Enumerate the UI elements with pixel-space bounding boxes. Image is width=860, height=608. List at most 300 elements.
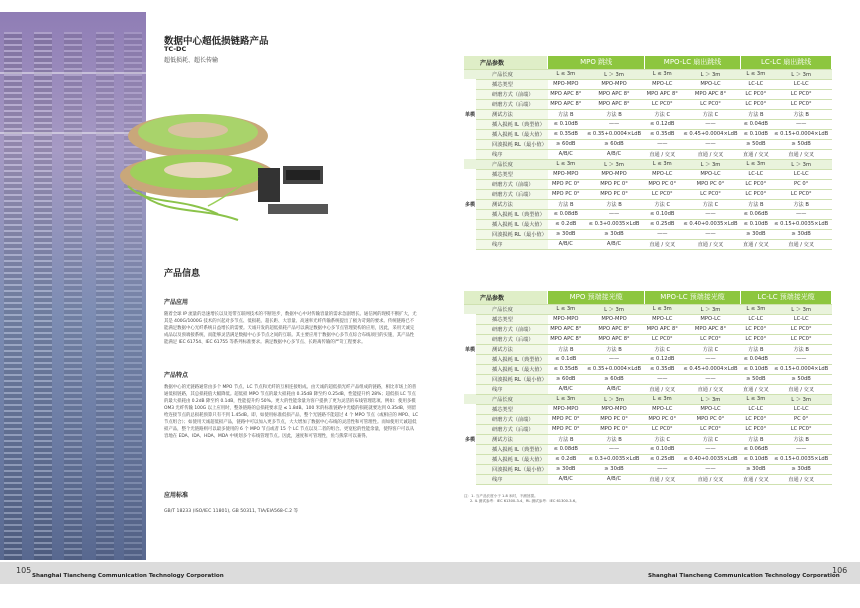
table-cell: 方法 B bbox=[741, 344, 771, 354]
table-cell: MPO PC 0° bbox=[680, 179, 741, 189]
table-cell: 方法 B bbox=[548, 434, 584, 444]
table-cell: ≤ 0.12dB bbox=[644, 354, 680, 364]
group-cell bbox=[464, 129, 476, 139]
col-header: LC-LC 预端接光缆 bbox=[741, 291, 832, 304]
row-label: 回波损耗 RL（最小值） bbox=[476, 139, 548, 149]
table-row bbox=[464, 199, 832, 209]
table-cell: ≤ 0.15+0.0004×LdB bbox=[771, 364, 832, 374]
table-cell: 方法 B bbox=[548, 109, 584, 119]
row-label: 研磨方式（前端） bbox=[476, 179, 548, 189]
table-cell: ≥ 50dB bbox=[771, 139, 832, 149]
table-cell: ≤ 0.10dB bbox=[644, 209, 680, 219]
table-cell: —— bbox=[680, 209, 741, 219]
row-label: 回波损耗 RL（最小值） bbox=[476, 229, 548, 239]
table-cell: 方法 B bbox=[741, 434, 771, 444]
table-cell: ≥ 60dB bbox=[548, 374, 584, 384]
table-row bbox=[464, 374, 832, 384]
table-row bbox=[464, 229, 832, 239]
col-header: MPO 跳线 bbox=[548, 56, 644, 69]
table-cell: MPO-LC bbox=[644, 169, 680, 179]
row-label: 插入损耗 IL（最大值） bbox=[476, 219, 548, 229]
table-cell: LC PC0° bbox=[741, 189, 771, 199]
footnotes bbox=[464, 494, 579, 504]
table-cell: ≤ 0.10dB bbox=[741, 454, 771, 464]
product-code: TC-DC bbox=[164, 45, 187, 53]
table-cell: ≤ 0.3+0.0035×LdB bbox=[584, 454, 645, 464]
table-cell: MPO-MPO bbox=[584, 314, 645, 324]
row-label: 测试方法 bbox=[476, 434, 548, 444]
table-cell: LC PC0° bbox=[644, 424, 680, 434]
group-cell bbox=[464, 69, 476, 79]
table-cell: L ≤ 3m bbox=[548, 159, 584, 169]
table-cell: 方法 B bbox=[741, 199, 771, 209]
table-cell: ≤ 0.1dB bbox=[548, 354, 584, 364]
table-cell: ≤ 0.15+0.0035×LdB bbox=[771, 219, 832, 229]
table-cell: ≤ 0.12dB bbox=[644, 119, 680, 129]
apps-text: 随着全球 IP 流量的急速增长以及宽带互联网技术的不断进步，数据中心中对传输容量的需求急剧增长。通信网的现模不断扩大，尤其是 400G/1000G 技术的兴起对多节点、低损耗、超长距、大容量、高速率光纤传输系统提出了极为苛刻的要求。传统链路已不能满足数据中心光纤系统日益增长的需要。天诚开发的超低损耗产品可以满足数据中心多节点管理架构的应用，因此，采用天诚完成品以及预端接系统，而能够灵活满足数据中心多节点之间的互联。其主要应用于数据中心多节点综合布线项目的实施，其产品性能满足 IEC 61754、IEC 61755 等系列标准要求。满足数据中心多节点、长距离传输的严苛工程要求。 bbox=[164, 312, 417, 345]
table-row bbox=[464, 169, 832, 179]
table-cell: LC PC0° bbox=[680, 334, 741, 344]
table-row bbox=[464, 454, 832, 464]
table-cell: —— bbox=[644, 464, 680, 474]
table-cell: ≤ 0.35dB bbox=[548, 364, 584, 374]
group-cell bbox=[464, 159, 476, 169]
table-cell: L ≤ 3m bbox=[644, 394, 680, 404]
table-cell: 方法 B bbox=[584, 434, 645, 444]
group-cell bbox=[464, 384, 476, 394]
table-cell: L ≤ 3m bbox=[548, 304, 584, 314]
table-cell: L ≤ 3m bbox=[741, 304, 771, 314]
table-row bbox=[464, 404, 832, 414]
table-cell: LC-LC bbox=[771, 79, 832, 89]
table-cell: L ＞ 3m bbox=[771, 159, 832, 169]
table-cell: LC PC0° bbox=[771, 424, 832, 434]
group-cell bbox=[464, 304, 476, 314]
group-label: 单模 bbox=[464, 344, 476, 354]
table-cell: ≤ 0.40+0.0035×LdB bbox=[680, 454, 741, 464]
table-cell: ≤ 0.15+0.0035×LdB bbox=[771, 454, 832, 464]
table-cell: 方法 C bbox=[680, 199, 741, 209]
table-cell: MPO-LC bbox=[644, 404, 680, 414]
group-cell bbox=[464, 324, 476, 334]
row-label: 研磨方式（后端） bbox=[476, 189, 548, 199]
table-cell: —— bbox=[584, 354, 645, 364]
table-cell: 直通 / 交叉 bbox=[741, 239, 771, 249]
table-cell: —— bbox=[680, 354, 741, 364]
table-cell: MPO APC 8° bbox=[548, 334, 584, 344]
table-cell: LC-LC bbox=[741, 314, 771, 324]
table-cell: A/B/C bbox=[548, 149, 584, 159]
table-row bbox=[464, 209, 832, 219]
table-cell: L ≤ 3m bbox=[644, 69, 680, 79]
group-cell bbox=[464, 149, 476, 159]
table-cell: ≤ 0.35dB bbox=[644, 129, 680, 139]
group-cell bbox=[464, 454, 476, 464]
table-cell: MPO PC 0° bbox=[584, 189, 645, 199]
table-row bbox=[464, 89, 832, 99]
table-cell: MPO APC 8° bbox=[680, 89, 741, 99]
table-cell: LC PC0° bbox=[680, 189, 741, 199]
table-cell: ≤ 0.2dB bbox=[548, 219, 584, 229]
table-cell: MPO-MPO bbox=[548, 169, 584, 179]
table-cell: MPO PC 0° bbox=[548, 414, 584, 424]
row-label: 回波损耗 RL（最小值） bbox=[476, 464, 548, 474]
table-cell: MPO PC 0° bbox=[584, 179, 645, 189]
table-cell: ≥ 30dB bbox=[741, 229, 771, 239]
table-row bbox=[464, 354, 832, 364]
group-cell bbox=[464, 354, 476, 364]
table-cell: ≥ 60dB bbox=[548, 139, 584, 149]
table-cell: —— bbox=[644, 374, 680, 384]
table-cell: ≤ 0.25dB bbox=[644, 219, 680, 229]
table-cell: 方法 C bbox=[680, 434, 741, 444]
table-cell: L ≤ 3m bbox=[741, 394, 771, 404]
row-label: 研磨方式（后端） bbox=[476, 334, 548, 344]
col-header: MPO 预端接光缆 bbox=[548, 291, 644, 304]
product-tagline: 超低损耗、超长传输 bbox=[164, 57, 219, 64]
table-cell: MPO APC 8° bbox=[584, 324, 645, 334]
table-cell: ≤ 0.2dB bbox=[548, 454, 584, 464]
table-cell: MPO APC 8° bbox=[644, 324, 680, 334]
table-cell: 方法 B bbox=[584, 344, 645, 354]
table-row bbox=[464, 159, 832, 169]
table-cell: LC PC0° bbox=[680, 99, 741, 109]
group-cell bbox=[464, 119, 476, 129]
table-cell: LC PC0° bbox=[644, 189, 680, 199]
row-label: 测试方法 bbox=[476, 109, 548, 119]
table-cell: —— bbox=[771, 209, 832, 219]
row-label: 产品长度 bbox=[476, 159, 548, 169]
row-label: 产品长度 bbox=[476, 304, 548, 314]
table-row bbox=[464, 434, 832, 444]
table-cell: 方法 C bbox=[680, 344, 741, 354]
right-page-number: 106 bbox=[832, 566, 848, 575]
table-row bbox=[464, 384, 832, 394]
table-cell: ≤ 0.04dB bbox=[741, 354, 771, 364]
table-cell: ≥ 30dB bbox=[741, 464, 771, 474]
group-cell bbox=[464, 79, 476, 89]
table-cell: A/B/C bbox=[548, 474, 584, 484]
row-label: 插芯类型 bbox=[476, 169, 548, 179]
table-cell: MPO APC 8° bbox=[548, 324, 584, 334]
table-row bbox=[464, 219, 832, 229]
group-cell bbox=[464, 364, 476, 374]
table-cell: LC PC0° bbox=[741, 99, 771, 109]
table-cell: —— bbox=[680, 374, 741, 384]
table-cell: MPO-LC bbox=[680, 169, 741, 179]
row-label: 线序 bbox=[476, 149, 548, 159]
table-cell: MPO PC 0° bbox=[680, 414, 741, 424]
table-cell: 直通 / 交叉 bbox=[741, 384, 771, 394]
table-cell: ≥ 50dB bbox=[741, 139, 771, 149]
table-cell: MPO-MPO bbox=[584, 404, 645, 414]
table-cell: 直通 / 交叉 bbox=[771, 149, 832, 159]
table-row bbox=[464, 189, 832, 199]
table-cell: ≥ 50dB bbox=[771, 374, 832, 384]
info-heading: 产品信息 bbox=[164, 269, 201, 279]
table-cell: LC PC0° bbox=[771, 324, 832, 334]
table-cell: L ≤ 3m bbox=[548, 69, 584, 79]
table-cell: —— bbox=[680, 444, 741, 454]
left-corp-name: Shanghai Tiancheng Communication Technology Corporation bbox=[32, 573, 224, 579]
col-header: MPO-LC 预端接光缆 bbox=[644, 291, 740, 304]
table-cell: MPO APC 8° bbox=[548, 89, 584, 99]
table-cell: ≥ 60dB bbox=[584, 374, 645, 384]
table-cell: 直通 / 交叉 bbox=[771, 384, 832, 394]
table-cell: MPO-MPO bbox=[548, 404, 584, 414]
table-cell: 方法 C bbox=[644, 199, 680, 209]
table-cell: ≤ 0.06dB bbox=[741, 209, 771, 219]
table-cell: 方法 B bbox=[584, 199, 645, 209]
table-cell: MPO-MPO bbox=[548, 314, 584, 324]
table-cell: L ≤ 3m bbox=[548, 394, 584, 404]
page-title: 数据中心超低损链路产品 bbox=[164, 36, 269, 47]
table-cell: —— bbox=[584, 444, 645, 454]
table-row bbox=[464, 239, 832, 249]
row-label: 研磨方式（前端） bbox=[476, 89, 548, 99]
table-cell: LC PC0° bbox=[741, 424, 771, 434]
group-cell bbox=[464, 404, 476, 414]
group-cell bbox=[464, 239, 476, 249]
table-cell: 方法 B bbox=[548, 344, 584, 354]
table-cell: —— bbox=[584, 209, 645, 219]
group-cell bbox=[464, 444, 476, 454]
table-cell: LC PC0° bbox=[741, 334, 771, 344]
group-cell bbox=[464, 169, 476, 179]
table-cell: L ＞ 3m bbox=[771, 69, 832, 79]
apps-heading: 产品应用 bbox=[164, 299, 189, 306]
table-cell: 方法 C bbox=[680, 109, 741, 119]
standards-text: GB/T 18233 (ISO/IEC 11801), GB 50311, TIA/EIA568-C.2 等 bbox=[164, 509, 299, 514]
table-cell: MPO-MPO bbox=[584, 169, 645, 179]
row-label: 插入损耗 IL（最大值） bbox=[476, 364, 548, 374]
table-row bbox=[464, 69, 832, 79]
table-row bbox=[464, 109, 832, 119]
row-label: 研磨方式（前端） bbox=[476, 324, 548, 334]
table-cell: MPO PC 0° bbox=[548, 179, 584, 189]
table-cell: ≤ 0.35dB bbox=[548, 129, 584, 139]
table-cell: ≤ 0.10dB bbox=[741, 129, 771, 139]
table-cell: ≤ 0.15+0.0004×LdB bbox=[771, 129, 832, 139]
table-cell: MPO APC 8° bbox=[548, 99, 584, 109]
table-cell: ≥ 30dB bbox=[548, 229, 584, 239]
group-cell bbox=[464, 179, 476, 189]
table-cell: L ≤ 3m bbox=[644, 304, 680, 314]
table-cell: 方法 C bbox=[644, 434, 680, 444]
table-cell: MPO APC 8° bbox=[680, 324, 741, 334]
table-cell: LC-LC bbox=[771, 169, 832, 179]
table-cell: MPO PC 0° bbox=[644, 179, 680, 189]
param-header: 产品参数 bbox=[464, 291, 548, 304]
table-cell: MPO PC 0° bbox=[584, 414, 645, 424]
table-cell: MPO PC 0° bbox=[584, 424, 645, 434]
footnote-line: 注：1. 当产品长度小于 1.8 米时，不测回损。 bbox=[464, 494, 538, 498]
datacenter-photo bbox=[0, 12, 146, 560]
table-cell: —— bbox=[680, 464, 741, 474]
table-cell: L ≤ 3m bbox=[644, 159, 680, 169]
table-cell: A/B/C bbox=[548, 384, 584, 394]
table-row bbox=[464, 304, 832, 314]
table-cell: 直通 / 交叉 bbox=[644, 239, 680, 249]
table-cell: —— bbox=[644, 229, 680, 239]
table-row bbox=[464, 79, 832, 89]
table-cell: L ＞ 3m bbox=[680, 69, 741, 79]
table-cell: ≤ 0.3+0.0035×LdB bbox=[584, 219, 645, 229]
table-cell: 直通 / 交叉 bbox=[680, 474, 741, 484]
table-row bbox=[464, 99, 832, 109]
table-cell: —— bbox=[680, 139, 741, 149]
row-label: 插芯类型 bbox=[476, 404, 548, 414]
table-cell: 直通 / 交叉 bbox=[771, 474, 832, 484]
table-cell: A/B/C bbox=[584, 239, 645, 249]
table-cell: L ＞ 3m bbox=[771, 304, 832, 314]
table-cell: —— bbox=[771, 354, 832, 364]
row-label: 线序 bbox=[476, 239, 548, 249]
table-cell: MPO APC 8° bbox=[584, 334, 645, 344]
table-cell: LC PC0° bbox=[644, 99, 680, 109]
table-cell: LC PC0° bbox=[771, 189, 832, 199]
table-cell: L ≤ 3m bbox=[741, 159, 771, 169]
row-label: 插入损耗 IL（典型值） bbox=[476, 444, 548, 454]
table-row bbox=[464, 464, 832, 474]
row-label: 产品长度 bbox=[476, 394, 548, 404]
row-label: 插入损耗 IL（典型值） bbox=[476, 354, 548, 364]
row-label: 线序 bbox=[476, 384, 548, 394]
table-cell: PC 0° bbox=[771, 179, 832, 189]
table-cell: ≥ 30dB bbox=[584, 229, 645, 239]
table-row bbox=[464, 179, 832, 189]
table-cell: 方法 B bbox=[771, 434, 832, 444]
table-cell: PC 0° bbox=[771, 414, 832, 424]
table-cell: ≥ 30dB bbox=[771, 229, 832, 239]
table-cell: LC-LC bbox=[741, 169, 771, 179]
table-cell: MPO-LC bbox=[680, 79, 741, 89]
table-cell: MPO PC 0° bbox=[548, 424, 584, 434]
features-heading: 产品特点 bbox=[164, 372, 189, 379]
table-cell: MPO-LC bbox=[680, 314, 741, 324]
table-cell: MPO-LC bbox=[680, 404, 741, 414]
table-row bbox=[464, 344, 832, 354]
table-cell: ≤ 0.35dB bbox=[644, 364, 680, 374]
group-label: 多模 bbox=[464, 199, 476, 209]
group-cell bbox=[464, 189, 476, 199]
table-cell: 直通 / 交叉 bbox=[644, 149, 680, 159]
table-cell: LC PC0° bbox=[741, 324, 771, 334]
col-header: MPO-LC 扇出跳线 bbox=[644, 56, 740, 69]
row-label: 研磨方式（前端） bbox=[476, 414, 548, 424]
row-label: 插入损耗 IL（典型值） bbox=[476, 119, 548, 129]
table-cell: 直通 / 交叉 bbox=[680, 384, 741, 394]
table-row bbox=[464, 424, 832, 434]
row-label: 插入损耗 IL（典型值） bbox=[476, 209, 548, 219]
table-cell: —— bbox=[680, 229, 741, 239]
table-cell: LC-LC bbox=[741, 404, 771, 414]
table-cell: ≤ 0.45+0.0004×LdB bbox=[680, 364, 741, 374]
table-cell: ≤ 0.10dB bbox=[741, 364, 771, 374]
group-cell bbox=[464, 229, 476, 239]
table-cell: MPO PC 0° bbox=[644, 414, 680, 424]
table-cell: L ＞ 3m bbox=[680, 159, 741, 169]
table-cell: LC-LC bbox=[771, 404, 832, 414]
row-label: 测试方法 bbox=[476, 199, 548, 209]
group-cell bbox=[464, 474, 476, 484]
table-cell: LC PC0° bbox=[741, 414, 771, 424]
group-cell bbox=[464, 219, 476, 229]
group-cell bbox=[464, 394, 476, 404]
group-cell bbox=[464, 414, 476, 424]
group-cell bbox=[464, 374, 476, 384]
table-row bbox=[464, 364, 832, 374]
table-cell: 方法 B bbox=[584, 109, 645, 119]
preterminated-cable-table bbox=[464, 291, 832, 485]
group-label: 单模 bbox=[464, 109, 476, 119]
table-cell: 直通 / 交叉 bbox=[644, 474, 680, 484]
table-cell: L ＞ 3m bbox=[680, 304, 741, 314]
table-row bbox=[464, 474, 832, 484]
table-cell: LC-LC bbox=[741, 79, 771, 89]
table-cell: LC-LC bbox=[771, 314, 832, 324]
left-page-number: 105 bbox=[16, 566, 32, 575]
row-label: 研磨方式（后端） bbox=[476, 424, 548, 434]
table-cell: 方法 B bbox=[771, 344, 832, 354]
table-cell: ≥ 30dB bbox=[771, 464, 832, 474]
table-cell: L ＞ 3m bbox=[584, 159, 645, 169]
table-row bbox=[464, 334, 832, 344]
table-cell: ≥ 30dB bbox=[548, 464, 584, 474]
row-label: 产品长度 bbox=[476, 69, 548, 79]
table-cell: LC PC0° bbox=[680, 424, 741, 434]
table-cell: ≥ 30dB bbox=[584, 464, 645, 474]
table-cell: L ＞ 3m bbox=[584, 394, 645, 404]
table-cell: 方法 B bbox=[741, 109, 771, 119]
table-cell: 直通 / 交叉 bbox=[771, 239, 832, 249]
group-cell bbox=[464, 464, 476, 474]
table-row bbox=[464, 139, 832, 149]
table-cell: ≥ 60dB bbox=[584, 139, 645, 149]
table-cell: A/B/C bbox=[584, 384, 645, 394]
table-cell: 直通 / 交叉 bbox=[741, 149, 771, 159]
table-cell: MPO PC 0° bbox=[548, 189, 584, 199]
table-cell: MPO-MPO bbox=[584, 79, 645, 89]
table-cell: LC PC0° bbox=[644, 334, 680, 344]
row-label: 研磨方式（后端） bbox=[476, 99, 548, 109]
table-cell: LC PC0° bbox=[771, 334, 832, 344]
row-label: 回波损耗 RL（最小值） bbox=[476, 374, 548, 384]
table-cell: LC PC0° bbox=[771, 99, 832, 109]
table-cell: A/B/C bbox=[584, 149, 645, 159]
table-cell: MPO APC 8° bbox=[584, 99, 645, 109]
table-cell: —— bbox=[680, 119, 741, 129]
table-cell: L ＞ 3m bbox=[771, 394, 832, 404]
table-cell: ≤ 0.08dB bbox=[548, 209, 584, 219]
table-cell: 方法 B bbox=[771, 199, 832, 209]
group-cell bbox=[464, 139, 476, 149]
row-label: 插芯类型 bbox=[476, 79, 548, 89]
group-cell bbox=[464, 424, 476, 434]
table-cell: ≤ 0.40+0.0035×LdB bbox=[680, 219, 741, 229]
group-cell bbox=[464, 99, 476, 109]
row-label: 插入损耗 IL（最大值） bbox=[476, 129, 548, 139]
table-cell: 直通 / 交叉 bbox=[644, 384, 680, 394]
table-cell: ≤ 0.10dB bbox=[548, 119, 584, 129]
table-row bbox=[464, 444, 832, 454]
table-cell: —— bbox=[771, 444, 832, 454]
table-cell: 直通 / 交叉 bbox=[680, 239, 741, 249]
param-header: 产品参数 bbox=[464, 56, 548, 69]
table-cell: ≤ 0.35+0.0004×LdB bbox=[584, 129, 645, 139]
table-cell: ≤ 0.10dB bbox=[644, 444, 680, 454]
table-row bbox=[464, 119, 832, 129]
